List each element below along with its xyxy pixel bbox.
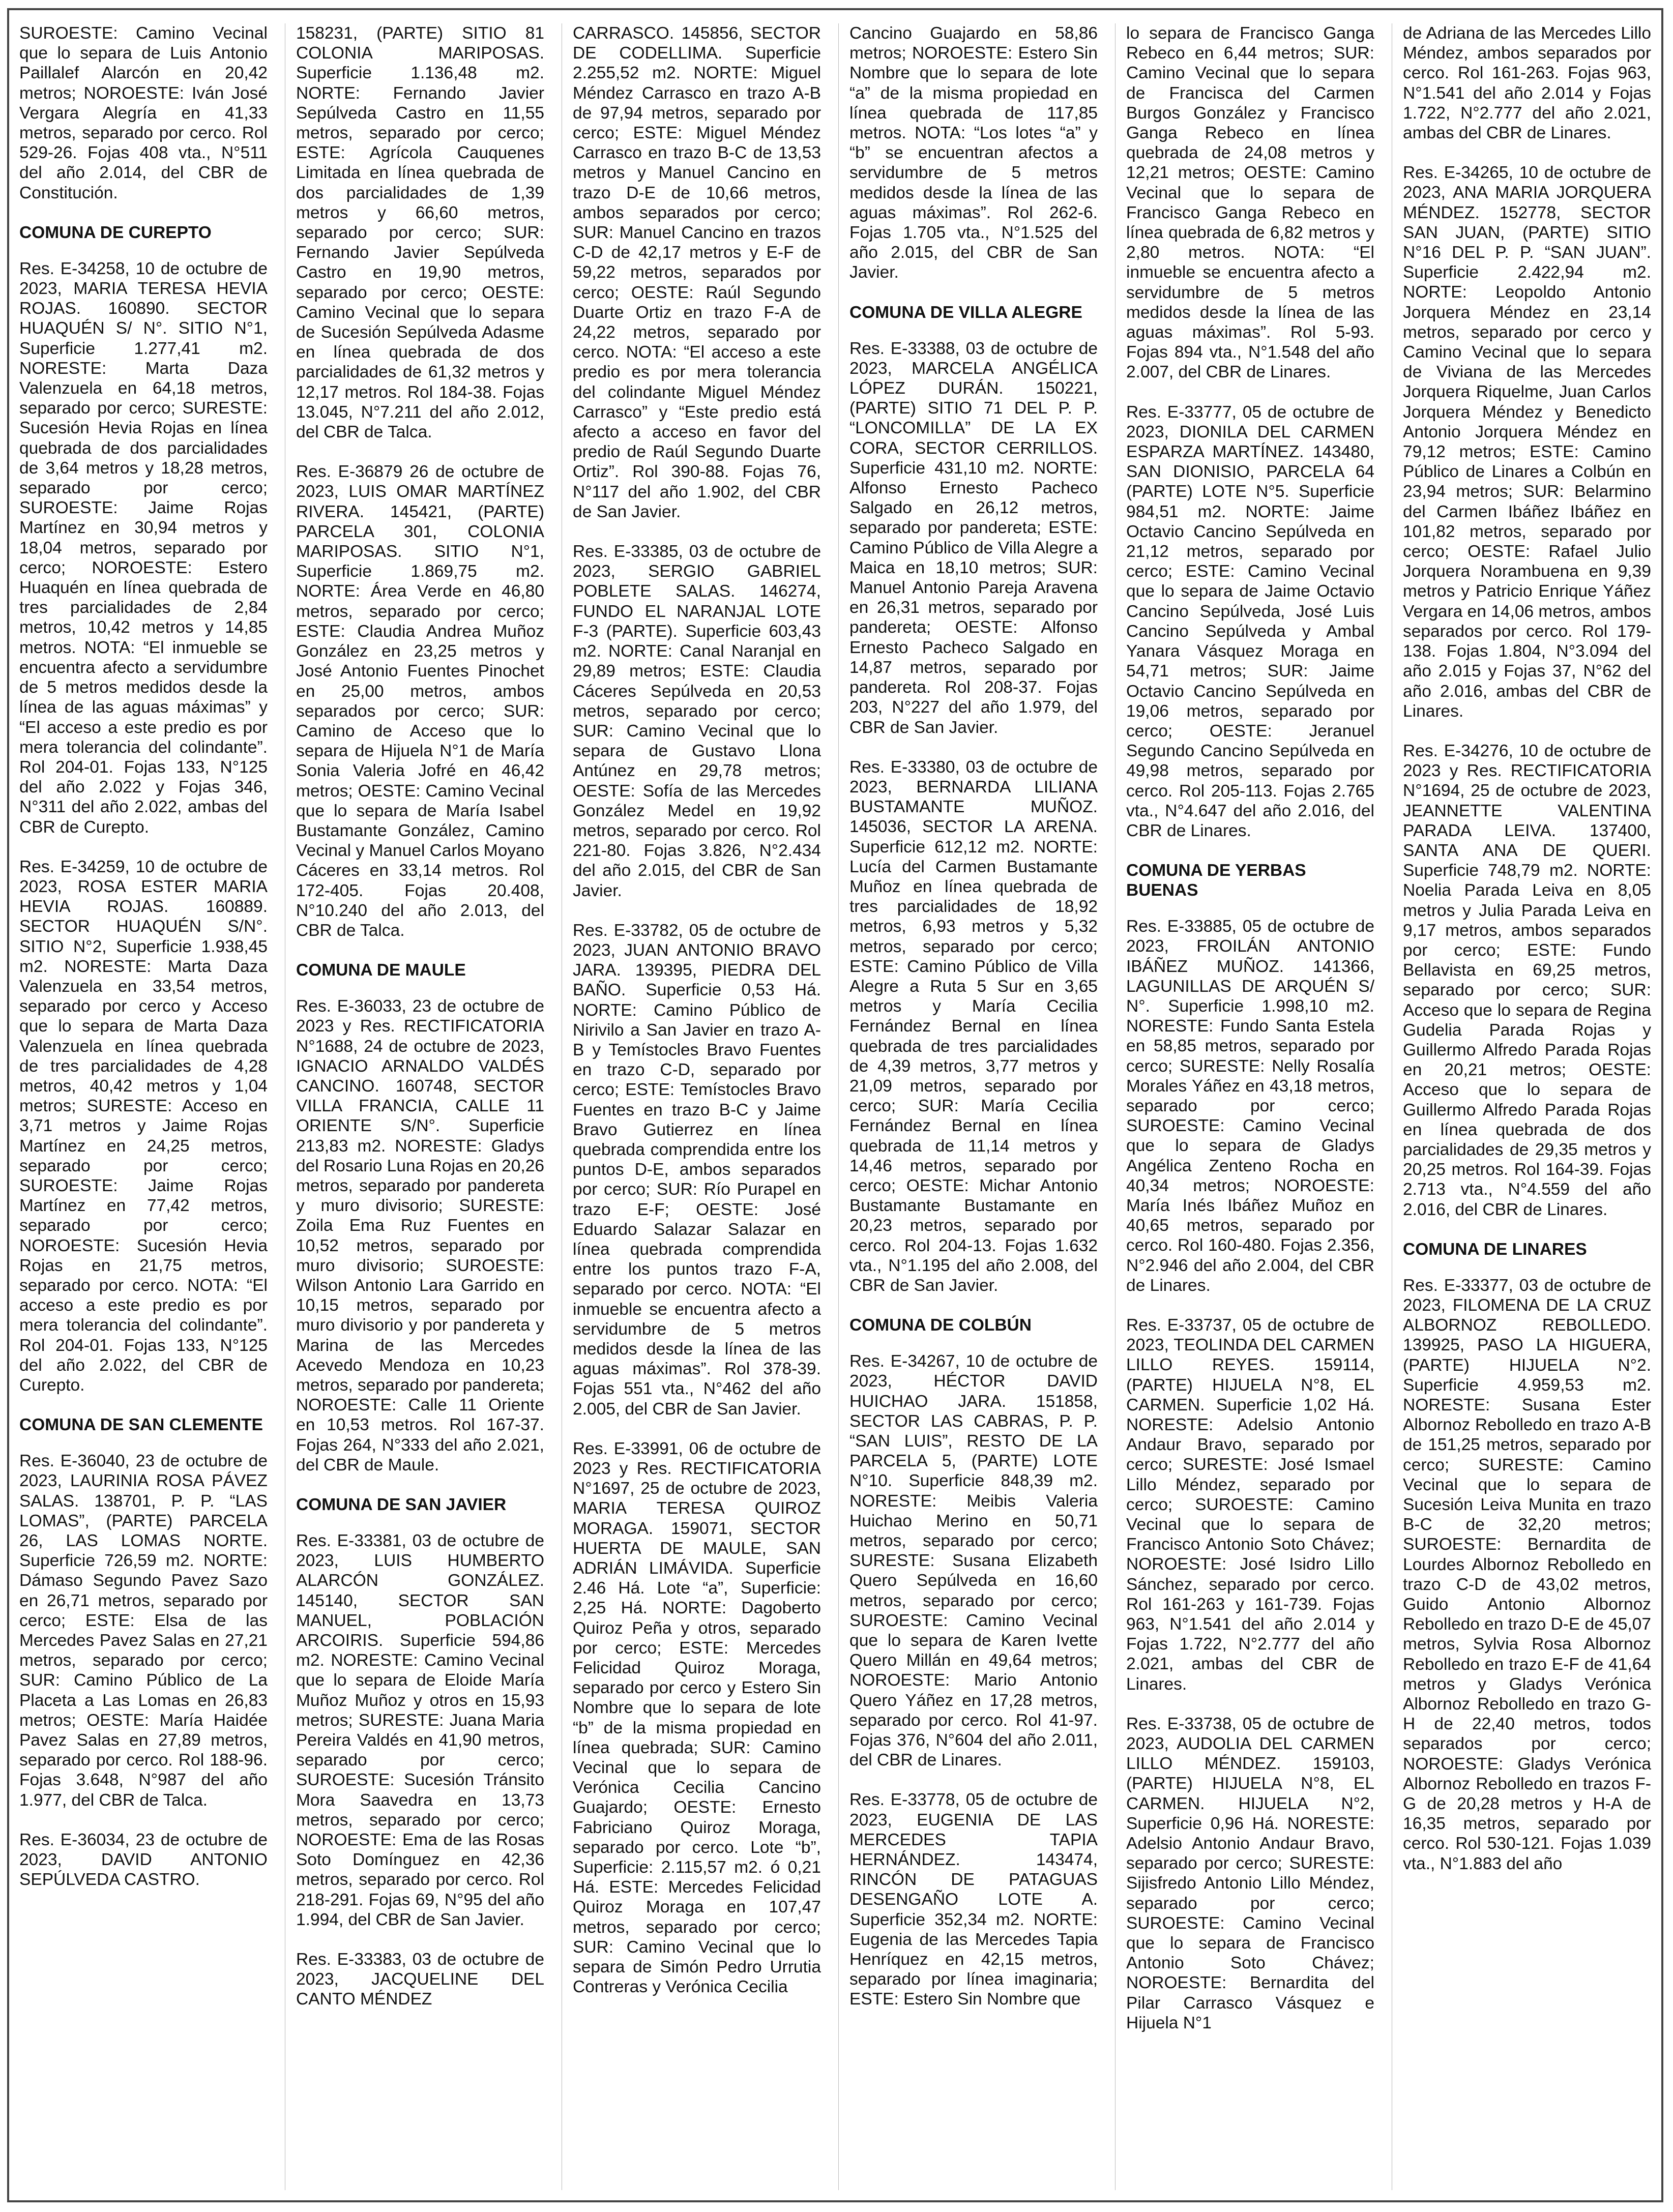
notice-entry: Res. E-33778, 05 de octubre de 2023, EUGENIA DE LAS MERCEDES TAPIA HERNÁNDEZ. 143474, RINCÓN DE PATAGUAS DESENGAÑO LOTE A. Superficie 352,34 m2. NORTE: Eugenia de las Mercedes Tapia Henríquez en 42,15 metros, separado por línea imaginaria; ESTE: Estero Sin Nombre que <box>849 1790 1098 2009</box>
notice-entry: SUROESTE: Camino Vecinal que lo separa de Luis Antonio Paillalef Alarcón en 20,42 metros; NOROESTE: Iván José Vergara Alegría en 41,33 metros, separado por cerco. Rol 529-26. Fojas 408 vta., N°511 del año 2.014, del CBR de Constitución. <box>19 24 268 202</box>
section-heading: COMUNA DE SAN JAVIER <box>296 1495 507 1515</box>
notice-entry: Res. E-33377, 03 de octubre de 2023, FILOMENA DE LA CRUZ ALBORNOZ REBOLLEDO. 139925, PASO LA HIGUERA, (PARTE) HIJUELA N°2. Superficie 4.959,53 m2. NORESTE: Susana Ester Albornoz Rebolledo en trazo A-B de 151,25 metros, separado por cerco; SURESTE: Camino Vecinal que lo separa de Sucesión Leiva Munita en trazo B-C de 32,20 metros; SUROESTE: Bernardita de Lourdes Albornoz Rebolledo en trazo C-D de 43,02 metros, Guido Antonio Albornoz Rebolledo en trazo D-E de 45,07 metros, Sylvia Rosa Albornoz Rebolledo en trazo E-F de 41,64 metros y Gladys Verónica Albornoz Rebolledo en trazo G-H de 22,40 metros, todos separados por cerco; NOROESTE: Gladys Verónica Albornoz Rebolledo en trazos F-G de 20,28 metros y H-A de 16,35 metros, separado por cerco. Rol 530-121. Fojas 1.039 vta., N°1.883 del año <box>1403 1276 1651 1873</box>
notice-entry: Res. E-33991, 06 de octubre de 2023 y Res. RECTIFICATORIA N°1697, 25 de octubre de 2023, MARIA TERESA QUIROZ MORAGA. 159071, SECTOR HUERTA DE MAULE, SAN ADRIÁN LIMÁVIDA. Superficie 2.46 Há. Lote “a”, Superficie: 2,25 Há. NORTE: Dagoberto Quiroz Peña y otros, separado por cerco; ESTE: Mercedes Felicidad Quiroz Moraga, separado por cerco y Estero Sin Nombre que lo separa de lote “b” de la misma propiedad en línea quebrada; SUR: Camino Vecinal que lo separa de Verónica Cecilia Cancino Guajardo; OESTE: Ernesto Fabriciano Quiroz Moraga, separado por cerco. Lote “b”, Superficie: 2.115,57 m2. ó 0,21 Há. ESTE: Mercedes Felicidad Quiroz Moraga en 107,47 metros, separado por cerco; SUR: Camino Vecinal que lo separa de Simón Pedro Urrutia Contreras y Verónica Cecilia <box>573 1439 821 1997</box>
column-3 <box>573 23 821 2017</box>
notice-entry: Res. E-34265, 10 de octubre de 2023, ANA MARIA JORQUERA MÉNDEZ. 152778, SECTOR SAN JUAN, (PARTE) SITIO N°16 DEL P. P. “SAN JUAN”. Superficie 2.422,94 m2. NORTE: Leopoldo Antonio Jorquera Méndez en 23,14 metros, separado por cerco y Camino Vecinal que lo separa de Viviana de las Mercedes Jorquera Riquelme, Juan Carlos Jorquera Méndez y Benedicto Antonio Jorquera Méndez en 79,12 metros; ESTE: Camino Público de Linares a Colbún en 23,94 metros; SUR: Belarmino del Carmen Ibáñez Ibáñez en 101,82 metros, separado por cerco; OESTE: Rafael Julio Jorquera Norambuena en 9,39 metros y Patricio Enrique Yáñez Vergara en 14,06 metros, ambos separados por cerco. Rol 179-138. Fojas 1.804, N°3.094 del año 2.015 y Fojas 37, N°62 del año 2.016, ambas del CBR de Linares. <box>1403 163 1651 721</box>
section-heading: COMUNA DE COLBÚN <box>849 1316 1032 1335</box>
notice-entry: Res. E-33385, 03 de octubre de 2023, SERGIO GABRIEL POBLETE SALAS. 146274, FUNDO EL NARANJAL LOTE F-3 (PARTE). Superficie 603,43 m2. NORTE: Canal Naranjal en 29,89 metros; ESTE: Claudia Cáceres Sepúlveda en 20,53 metros, separado por cerco; SUR: Camino Vecinal que lo separa de Gustavo Llona Antúnez en 29,78 metros; OESTE: Sofía de las Mercedes González Medel en 19,92 metros, separado por cerco. Rol 221-80. Fojas 3.826, N°2.434 del año 2.015, del CBR de San Javier. <box>573 542 821 900</box>
section-heading: COMUNA DE MAULE <box>296 961 466 980</box>
newspaper-page <box>7 8 1663 2202</box>
notice-entry: Res. E-33738, 05 de octubre de 2023, AUDOLIA DEL CARMEN LILLO MÉNDEZ. 159103, (PARTE) HIJUELA N°8, EL CARMEN. HIJUELA N°2, Superficie 0,96 Há. NORESTE: Adelsio Antonio Andaur Bravo, separado por cerco; SURESTE: Sijisfredo Antonio Lillo Méndez, separado por cerco; SUROESTE: Camino Vecinal que lo separa de Francisco Antonio Soto Chávez; NOROESTE: Bernardita del Pilar Carrasco Vásquez e Hijuela N°1 <box>1126 1714 1374 2032</box>
section-heading: COMUNA DE YERBAS BUENAS <box>1126 861 1306 900</box>
notice-entry: Res. E-33885, 05 de octubre de 2023, FROILÁN ANTONIO IBÁÑEZ MUÑOZ. 141366, LAGUNILLAS DE ARQUÉN S/ N°. Superficie 1.998,10 m2. NORESTE: Fundo Santa Estela en 58,85 metros, separado por cerco; SURESTE: Nelly Rosalía Morales Yáñez en 43,18 metros, separado por cerco; SUROESTE: Camino Vecinal que lo separa de Gladys Angélica Zenteno Rocha en 40,34 metros; NOROESTE: María Inés Ibáñez Muñoz en 40,65 metros, separado por cerco. Rol 160-480. Fojas 2.356, N°2.946 del año 2.004, del CBR de Linares. <box>1126 917 1374 1295</box>
notice-entry: Res. E-33383, 03 de octubre de 2023, JACQUELINE DEL CANTO MÉNDEZ <box>296 1950 544 2009</box>
notice-entry: Res. E-34259, 10 de octubre de 2023, ROSA ESTER MARIA HEVIA ROJAS. 160889. SECTOR HUAQUÉN S/N°. SITIO N°2, Superficie 1.938,45 m2. NORESTE: Marta Daza Valenzuela en 33,54 metros, separado por cerco y Acceso que lo separa de Marta Daza Valenzuela en línea quebrada de tres parcialidades de 4,28 metros, 40,42 metros y 1,04 metros; SURESTE: Acceso en 3,71 metros y Jaime Rojas Martínez en 24,25 metros, separado por cerco; SUROESTE: Jaime Rojas Martínez en 77,42 metros, separado por cerco; NOROESTE: Sucesión Hevia Rojas en 21,75 metros, separado por cerco. NOTA: “El acceso a este predio es por mera tolerancia del colindante”. Rol 204-01. Fojas 133, N°125 del año 2.022, del CBR de Curepto. <box>19 857 268 1395</box>
column-2 <box>296 23 544 2029</box>
notice-entry: de Adriana de las Mercedes Lillo Méndez, ambos separados por cerco. Rol 161-263. Fojas 963, N°1.541 del año 2.014 y Fojas 1.722, N°2.777 del año 2.021, ambas del CBR de Linares. <box>1403 24 1651 143</box>
notice-entry: Res. E-34258, 10 de octubre de 2023, MARIA TERESA HEVIA ROJAS. 160890. SECTOR HUAQUÉN S/ N°. SITIO N°1, Superficie 1.277,41 m2. NORESTE: Marta Daza Valenzuela en 64,18 metros, separado por cerco; SURESTE: Sucesión Hevia Rojas en línea quebrada de dos parcialidades de 3,64 metros y 18,28 metros, separado por cerco; SUROESTE: Jaime Rojas Martínez en 30,94 metros y 18,04 metros, separado por cerco; NOROESTE: Estero Huaquén en línea quebrada de tres parcialidades de 2,84 metros, 10,42 metros y 14,85 metros. NOTA: “El inmueble se encuentra afecto a servidumbre de 5 metros medidos desde la línea de las aguas máximas” y “El acceso a este predio es por mera tolerancia del colindante”. Rol 204-01. Fojas 133, N°125 del año 2.022 y Fojas 346, N°311 del año 2.022, ambas del CBR de Curepto. <box>19 259 268 837</box>
notice-entry: Res. E-33381, 03 de octubre de 2023, LUIS HUMBERTO ALARCÓN GONZÁLEZ. 145140, SECTOR SAN MANUEL, POBLACIÓN ARCOIRIS. Superficie 594,86 m2. NORESTE: Camino Vecinal que lo separa de Eloide María Muñoz Muñoz y otros en 15,93 metros; SURESTE: Juana Maria Pereira Valdés en 41,90 metros, separado por cerco; SUROESTE: Sucesión Tránsito Mora Saavedra en 13,73 metros, separado por cerco; NOROESTE: Ema de las Rosas Soto Domínguez en 42,36 metros, separado por cerco. Rol 218-291. Fojas 69, N°95 del año 1.994, del CBR de San Javier. <box>296 1531 544 1929</box>
column-6 <box>1403 23 1651 1894</box>
notice-entry: Res. E-36879 26 de octubre de 2023, LUIS OMAR MARTÍNEZ RIVERA. 145421, (PARTE) PARCELA 301, COLONIA MARIPOSAS. SITIO N°1, Superficie 1.869,75 m2. NORTE: Área Verde en 46,80 metros, separado por cerco; ESTE: Claudia Andrea Muñoz González en 23,25 metros y José Antonio Fuentes Pinochet en 25,00 metros, ambos separados por cerco; SUR: Camino de Acceso que lo separa de Hijuela N°1 de María Sonia Valeria Jofré en 46,42 metros; OESTE: Camino Vecinal que lo separa de María Isabel Bustamante González, Camino Vecinal y Manuel Carlos Moyano Cáceres en 33,14 metros. Rol 172-405. Fojas 20.408, N°10.240 del año 2.013, del CBR de Talca. <box>296 462 544 940</box>
column-divider <box>1115 23 1116 2190</box>
column-divider <box>838 23 839 2190</box>
column-5 <box>1126 23 1374 2053</box>
section-heading: COMUNA DE CUREPTO <box>19 223 212 242</box>
section-heading: COMUNA DE SAN CLEMENTE <box>19 1415 263 1435</box>
notice-entry: Res. E-36040, 23 de octubre de 2023, LAURINIA ROSA PÁVEZ SALAS. 138701, P. P. “LAS LOMAS”, (PARTE) PARCELA 26, LAS LOMAS NORTE. Superficie 726,59 m2. NORTE: Dámaso Segundo Pavez Sazo en 26,71 metros, separado por cerco; ESTE: Elsa de las Mercedes Pavez Salas en 27,21 metros, separado por cerco; SUR: Camino Público de La Placeta a Las Lomas en 26,83 metros; OESTE: María Haidée Pavez Salas en 27,89 metros, separado por cerco. Rol 188-96. Fojas 3.648, N°987 del año 1.977, del CBR de Talca. <box>19 1452 268 1810</box>
section-heading: COMUNA DE LINARES <box>1403 1240 1587 1259</box>
notice-entry: Res. E-33782, 05 de octubre de 2023, JUAN ANTONIO BRAVO JARA. 139395, PIEDRA DEL BAÑO. Superficie 0,53 Há. NORTE: Camino Público de Nirivilo a San Javier en trazo A-B y Temístocles Bravo Fuentes en trazo C-D, separado por cerco; ESTE: Temístocles Bravo Fuentes en trazo B-C y Jaime Bravo Gutierrez en línea quebrada comprendida entre los puntos D-E, ambos separados por cerco; SUR: Río Purapel en trazo E-F; OESTE: José Eduardo Salazar Salazar en línea quebrada comprendida entre los puntos trazo F-A, separado por cerco. NOTA: “El inmueble se encuentra afecto a servidumbre de 5 metros medidos desde la línea de las aguas máximas”. Rol 378-39. Fojas 551 vta., N°462 del año 2.005, del CBR de San Javier. <box>573 921 821 1419</box>
notice-entry: Res. E-33380, 03 de octubre de 2023, BERNARDA LILIANA BUSTAMANTE MUÑOZ. 145036, SECTOR LA ARENA. Superficie 612,12 m2. NORTE: Lucía del Carmen Bustamante Muñoz en línea quebrada de tres parcialidades de 18,92 metros, 6,93 metros y 5,32 metros, separado por cerco; ESTE: Camino Público de Villa Alegre a Ruta 5 Sur en 3,65 metros y María Cecilia Fernández Bernal en línea quebrada de tres parcialidades de 4,39 metros, 3,77 metros y 21,09 metros, separado por cerco; SUR: María Cecilia Fernández Bernal en línea quebrada de 11,14 metros y 14,46 metros, separado por cerco; OESTE: Michar Antonio Bustamante Bustamante en 20,23 metros, separado por cerco. Rol 204-13. Fojas 1.632 vta., N°1.195 del año 2.008, del CBR de San Javier. <box>849 757 1098 1295</box>
notice-entry: CARRASCO. 145856, SECTOR DE CODELLIMA. Superficie 2.255,52 m2. NORTE: Miguel Méndez Carrasco en trazo A-B de 97,94 metros, separado por cerco; ESTE: Miguel Méndez Carrasco en trazo B-C de 13,53 metros y Manuel Cancino en trazo D-E de 10,66 metros, ambos separados por cerco; SUR: Manuel Cancino en trazos C-D de 42,17 metros y E-F de 59,22 metros, separados por cerco; OESTE: Raúl Segundo Duarte Ortiz en trazo F-A de 24,22 metros, separado por cerco. NOTA: “El acceso a este predio es por mera tolerancia del colindante Miguel Méndez Carrasco” y “Este predio está afecto a acceso en favor del predio de Raúl Segundo Duarte Ortiz”. Rol 390-88. Fojas 76, N°117 del año 1.902, del CBR de San Javier. <box>573 24 821 521</box>
notice-entry: Res. E-34276, 10 de octubre de 2023 y Res. RECTIFICATORIA N°1694, 25 de octubre de 2023, JEANNETTE VALENTINA PARADA LEIVA. 137400, SANTA ANA DE QUERI. Superficie 748,79 m2. NORTE: Noelia Parada Leiva en 8,05 metros y Julia Parada Leiva en 9,17 metros, ambos separados por cerco; ESTE: Fundo Bellavista en 69,25 metros, separado por cerco; SUR: Acceso que lo separa de Regina Gudelia Parada Rojas y Guillermo Alfredo Parada Rojas en 20,21 metros; OESTE: Acceso que lo separa de Guillermo Alfredo Parada Rojas en línea quebrada de dos parcialidades de 29,35 metros y 20,25 metros. Rol 164-39. Fojas 2.713 vta., N°4.559 del año 2.016, del CBR de Linares. <box>1403 741 1651 1219</box>
notice-entry: Res. E-36033, 23 de octubre de 2023 y Res. RECTIFICATORIA N°1688, 24 de octubre de 2023, IGNACIO ARNALDO VALDÉS CANCINO. 160748, SECTOR VILLA FRANCIA, CALLE 11 ORIENTE S/N°. Superficie 213,83 m2. NORESTE: Gladys del Rosario Luna Rojas en 20,26 metros, separado por pandereta y muro divisorio; SURESTE: Zoila Ema Ruz Fuentes en 10,52 metros, separado por muro divisorio; SUROESTE: Wilson Antonio Lara Garrido en 10,15 metros, separado por muro divisorio y por pandereta y Marina de las Mercedes Acevedo Mendoza en 10,23 metros, separado por pandereta; NOROESTE: Calle 11 Oriente en 10,53 metros. Rol 167-37. Fojas 264, N°333 del año 2.021, del CBR de Maule. <box>296 997 544 1474</box>
notice-entry: Cancino Guajardo en 58,86 metros; NOROESTE: Estero Sin Nombre que lo separa de lote “a” de la misma propiedad en línea quebrada de 117,85 metros. NOTA: “Los lotes “a” y “b” se encuentran afectos a servidumbre de 5 metros medidos desde la línea de las aguas máximas”. Rol 262-6. Fojas 1.705 vta., N°1.525 del año 2.015, del CBR de San Javier. <box>849 24 1098 282</box>
column-4 <box>849 23 1098 2029</box>
notice-entry: lo separa de Francisco Ganga Rebeco en 6,44 metros; SUR: Camino Vecinal que lo separa de Francisca del Carmen Burgos González y Francisco Ganga Rebeco en línea quebrada de 24,08 metros y 12,21 metros; OESTE: Camino Vecinal que lo separa de Francisco Ganga Rebeco en línea quebrada de 6,82 metros y 2,80 metros. NOTA: “El inmueble se encuentra afecto a servidumbre de 5 metros medidos desde la línea de las aguas máximas”. Rol 5-93. Fojas 894 vta., N°1.548 del año 2.007, del CBR de Linares. <box>1126 24 1374 382</box>
notice-entry: Res. E-33388, 03 de octubre de 2023, MARCELA ANGÉLICA LÓPEZ DURÁN. 150221, (PARTE) SITIO 71 DEL P. P. “LONCOMILLA” DE LA EX CORA, SECTOR CERRILLOS. Superficie 431,10 m2. NORTE: Alfonso Ernesto Pacheco Salgado en 26,12 metros, separado por pandereta; ESTE: Camino Público de Villa Alegre a Maica en 18,10 metros; SUR: Manuel Antonio Pareja Aravena en 26,31 metros, separado por pandereta; OESTE: Alfonso Ernesto Pacheco Salgado en 14,87 metros, separado por pandereta. Rol 208-37. Fojas 203, N°227 del año 1.979, del CBR de San Javier. <box>849 339 1098 737</box>
notice-entry: Res. E-34267, 10 de octubre de 2023, HÉCTOR DAVID HUICHAO JARA. 151858, SECTOR LAS CABRAS, P. P. “SAN LUIS”, RESTO DE LA PARCELA 5, (PARTE) LOTE N°10. Superficie 848,39 m2. NORESTE: Meibis Valeria Huichao Merino en 50,71 metros, separado por cerco; SURESTE: Susana Elizabeth Quero Sepúlveda en 16,60 metros, separado por cerco; SUROESTE: Camino Vecinal que lo separa de Karen Ivette Quero Millán en 49,64 metros; NOROESTE: Mario Antonio Quero Yáñez en 17,28 metros, separado por cerco. Rol 41-97. Fojas 376, N°604 del año 2.011, del CBR de Linares. <box>849 1352 1098 1770</box>
section-heading: COMUNA DE VILLA ALEGRE <box>849 303 1082 322</box>
notice-entry: Res. E-36034, 23 de octubre de 2023, DAVID ANTONIO SEPÚLVEDA CASTRO. <box>19 1830 268 1890</box>
column-1 <box>19 23 268 1909</box>
notice-entry: 158231, (PARTE) SITIO 81 COLONIA MARIPOSAS. Superficie 1.136,48 m2. NORTE: Fernando Javier Sepúlveda Castro en 11,55 metros, separado por cerco; ESTE: Agrícola Cauquenes Limitada en línea quebrada de dos parcialidades de 1,39 metros y 66,60 metros, separado por cerco; SUR: Fernando Javier Sepúlveda Castro en 19,90 metros, separado por cerco; OESTE: Camino Vecinal que lo separa de Sucesión Sepúlveda Adasme en línea quebrada de dos parcialidades de 61,32 metros y 12,17 metros. Rol 184-38. Fojas 13.045, N°7.211 del año 2.012, del CBR de Talca. <box>296 24 544 442</box>
notice-entry: Res. E-33777, 05 de octubre de 2023, DIONILA DEL CARMEN ESPARZA MARTÍNEZ. 143480, SAN DIONISIO, PARCELA 64 (PARTE) LOTE N°5. Superficie 984,51 m2. NORTE: Jaime Octavio Cancino Sepúlveda en 21,12 metros, separado por cerco; ESTE: Camino Vecinal que lo separa de Jaime Octavio Cancino Sepúlveda, José Luis Cancino Sepúlveda y Ambal Yanara Vásquez Moraga en 54,71 metros; SUR: Jaime Octavio Cancino Sepúlveda en 19,06 metros, separado por cerco; OESTE: Jeranuel Segundo Cancino Sepúlveda en 49,98 metros, separado por cerco. Rol 205-113. Fojas 2.765 vta., N°4.647 del año 2.016, del CBR de Linares. <box>1126 402 1374 840</box>
notice-entry: Res. E-33737, 05 de octubre de 2023, TEOLINDA DEL CARMEN LILLO REYES. 159114, (PARTE) HIJUELA N°8, EL CARMEN. Superficie 1,02 Há. NORESTE: Adelsio Antonio Andaur Bravo, separado por cerco; SURESTE: José Ismael Lillo Méndez, separado por cerco; SUROESTE: Camino Vecinal que lo separa de Francisco Antonio Soto Chávez; NOROESTE: José Isidro Lillo Sánchez, separado por cerco. Rol 161-263 y 161-739. Fojas 963, N°1.541 del año 2.014 y Fojas 1.722, N°2.777 del año 2.021, ambas del CBR de Linares. <box>1126 1315 1374 1694</box>
